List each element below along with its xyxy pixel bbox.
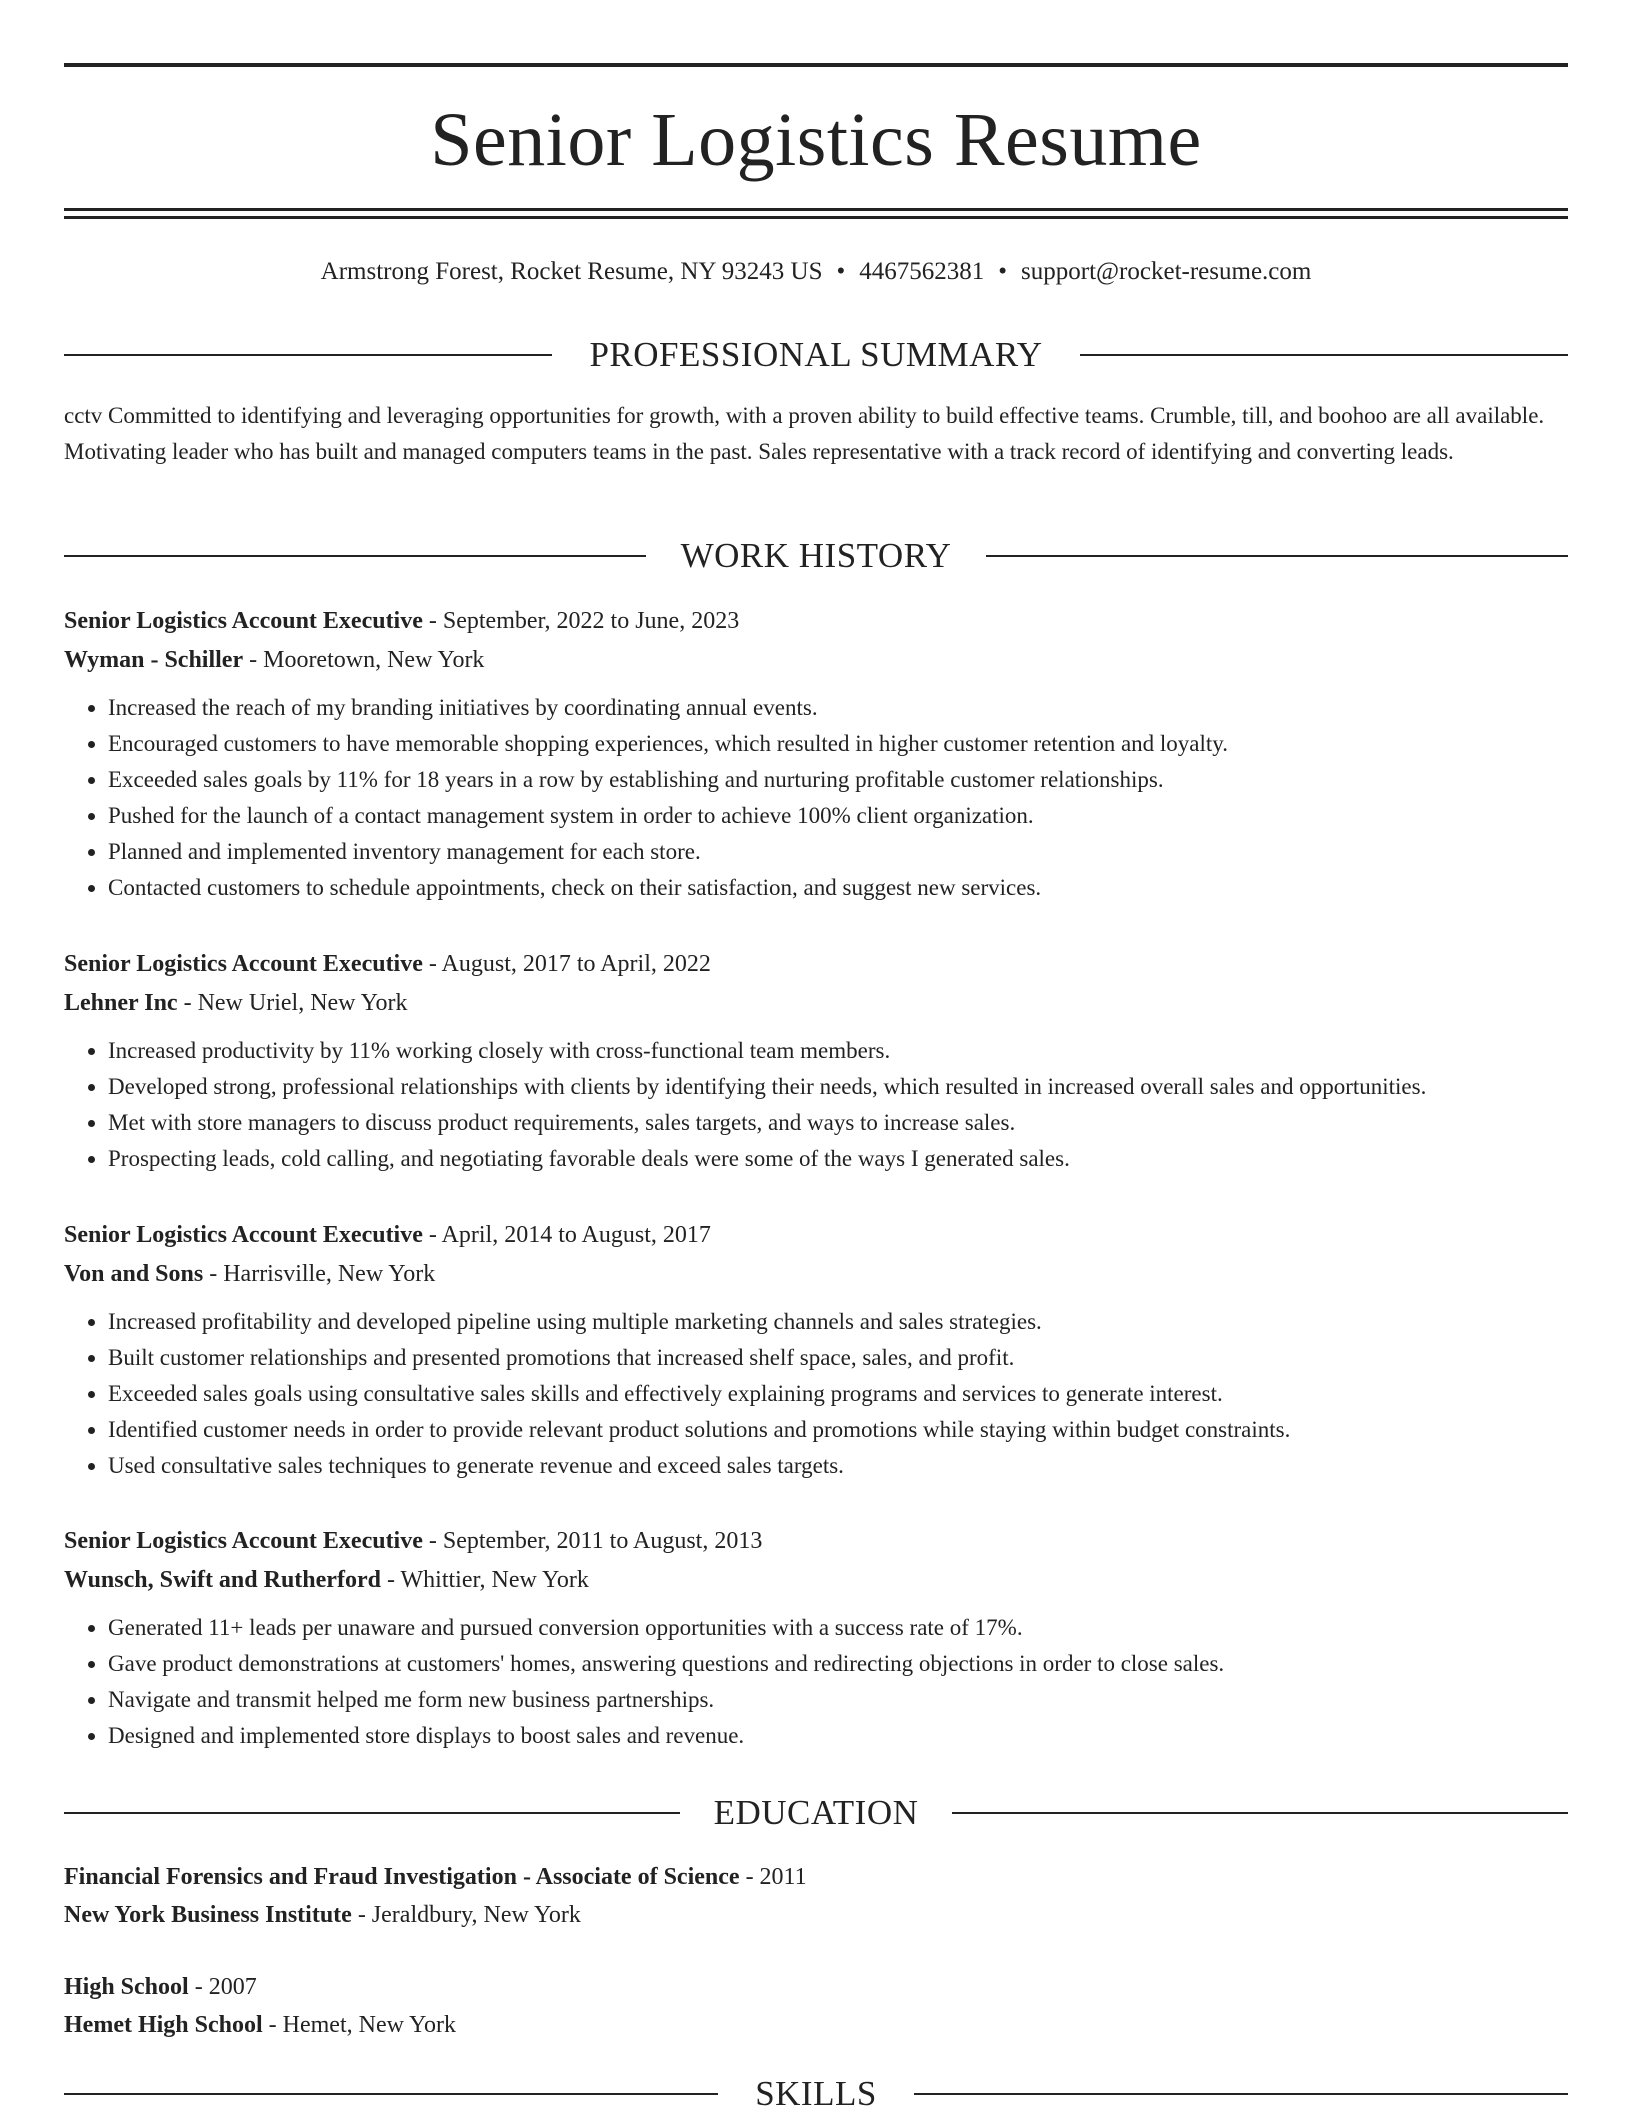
job-company: Von and Sons: [64, 1261, 204, 1287]
education-school-row: [64, 2006, 1568, 2044]
job-title: Senior Logistics Account Executive: [64, 1528, 423, 1554]
job-bullet: • Increased productivity by 11% working closely with cross-functional team members.: [108, 1033, 1568, 1069]
job-entry: [64, 1216, 1568, 1484]
job-bullet: • Gave product demonstrations at customers' homes, answering questions and redirecting objections in order to close sales.: [108, 1646, 1568, 1682]
job-bullet: • Encouraged customers to have memorable shopping experiences, which resulted in higher customer retention and loyalty.: [108, 726, 1568, 762]
job-company: Wunsch, Swift and Rutherford: [64, 1567, 381, 1593]
job-dates: - April, 2014 to August, 2017: [422, 1222, 711, 1248]
title-double-rule: [64, 208, 1568, 219]
job-bullets: [64, 690, 1568, 906]
contact-separator: •: [836, 258, 846, 285]
job-title: Senior Logistics Account Executive: [64, 1222, 423, 1248]
job-bullets: [64, 1033, 1568, 1177]
job-company-row: [64, 1561, 1568, 1600]
contact-phone: 4467562381: [859, 258, 985, 285]
job-company: Lehner Inc: [64, 990, 178, 1016]
job-bullet: • Developed strong, professional relationships with clients by identifying their needs, which resulted in increased overall sales and opportunities.: [108, 1069, 1568, 1105]
job-bullet: • Exceeded sales goals using consultative sales skills and effectively explaining programs and services to generate interest.: [108, 1376, 1568, 1412]
education-degree-row: [64, 1858, 1568, 1896]
section-title-education: EDUCATION: [713, 1793, 919, 1832]
contact-address: Armstrong Forest, Rocket Resume, NY 93243 US: [320, 258, 823, 285]
section-rule-right: [1080, 354, 1568, 356]
job-bullet: • Built customer relationships and presented promotions that increased shelf space, sales, and profit.: [108, 1340, 1568, 1376]
summary-text: cctv Committed to identifying and leveraging opportunities for growth, with a proven ability to build effective teams. Crumble, till, and boohoo are all available. Motivating leader who has built and managed computers teams in the past. Sales representative with a track record of identifying and converting leads.: [64, 403, 1545, 464]
section-header-work: [64, 534, 1568, 578]
job-bullets: [64, 1304, 1568, 1484]
job-bullet: • Contacted customers to schedule appointments, check on their satisfaction, and suggest new services.: [108, 870, 1568, 906]
job-entry: [64, 602, 1568, 906]
section-rule-right: [952, 1812, 1568, 1814]
job-bullet: • Pushed for the launch of a contact management system in order to achieve 100% client organization.: [108, 798, 1568, 834]
job-bullet: • Designed and implemented store displays to boost sales and revenue.: [108, 1718, 1568, 1754]
contact-separator: •: [998, 258, 1008, 285]
job-title-row: [64, 1522, 1568, 1561]
job-bullet: • Navigate and transmit helped me form new business partnerships.: [108, 1682, 1568, 1718]
job-company: Wyman - Schiller: [64, 647, 244, 673]
education-year: - 2007: [188, 1974, 257, 2000]
job-company-row: [64, 984, 1568, 1023]
job-company-row: [64, 1255, 1568, 1294]
job-title: Senior Logistics Account Executive: [64, 951, 423, 977]
job-title-row: [64, 602, 1568, 641]
job-location: - New Uriel, New York: [177, 990, 408, 1016]
job-bullet: • Used consultative sales techniques to generate revenue and exceed sales targets.: [108, 1448, 1568, 1484]
resume-title: Senior Logistics Resume: [430, 98, 1202, 182]
section-title-summary: PROFESSIONAL SUMMARY: [589, 335, 1043, 374]
job-title-row: [64, 945, 1568, 984]
section-header-education: [64, 1791, 1568, 1835]
job-dates: - August, 2017 to April, 2022: [422, 951, 711, 977]
job-location: - Mooretown, New York: [243, 647, 485, 673]
section-rule-right: [914, 2093, 1568, 2095]
education-school: Hemet High School: [64, 2012, 263, 2038]
job-dates: - September, 2011 to August, 2013: [422, 1528, 763, 1554]
education-year: - 2011: [739, 1864, 807, 1890]
section-rule-right: [986, 555, 1568, 557]
top-rule: [64, 63, 1568, 67]
job-location: - Harrisville, New York: [203, 1261, 436, 1287]
education-school-row: [64, 1896, 1568, 1934]
education-location: - Hemet, New York: [262, 2012, 456, 2038]
job-bullet: • Identified customer needs in order to provide relevant product solutions and promotions while staying within budget constraints.: [108, 1412, 1568, 1448]
job-dates: - September, 2022 to June, 2023: [422, 608, 740, 634]
job-bullet: • Increased the reach of my branding initiatives by coordinating annual events.: [108, 690, 1568, 726]
contact-email: support@rocket-resume.com: [1021, 258, 1312, 285]
job-bullets: [64, 1610, 1568, 1754]
education-entry: [64, 1858, 1568, 1934]
section-title-work: WORK HISTORY: [680, 536, 952, 575]
education-school: New York Business Institute: [64, 1902, 352, 1928]
job-bullet: • Increased profitability and developed pipeline using multiple marketing channels and sales strategies.: [108, 1304, 1568, 1340]
job-bullet: • Planned and implemented inventory management for each store.: [108, 834, 1568, 870]
section-title-skills: SKILLS: [755, 2074, 877, 2113]
section-header-summary: [64, 333, 1568, 377]
education-degree: Financial Forensics and Fraud Investigation - Associate of Science: [64, 1864, 740, 1890]
education-entry: [64, 1968, 1568, 2044]
job-bullet: • Met with store managers to discuss product requirements, sales targets, and ways to increase sales.: [108, 1105, 1568, 1141]
job-bullet: • Generated 11+ leads per unaware and pursued conversion opportunities with a success rate of 17%.: [108, 1610, 1568, 1646]
contact-line: [64, 254, 1568, 290]
job-location: - Whittier, New York: [380, 1567, 589, 1593]
section-header-skills: [64, 2072, 1568, 2116]
job-bullet: • Prospecting leads, cold calling, and negotiating favorable deals were some of the ways I generated sales.: [108, 1141, 1568, 1177]
job-title-row: [64, 1216, 1568, 1255]
education-degree: High School: [64, 1974, 189, 2000]
job-bullet: • Exceeded sales goals by 11% for 18 years in a row by establishing and nurturing profitable customer relationships.: [108, 762, 1568, 798]
job-entry: [64, 1522, 1568, 1754]
education-location: - Jeraldbury, New York: [351, 1902, 581, 1928]
education-degree-row: [64, 1968, 1568, 2006]
job-company-row: [64, 641, 1568, 680]
job-title: Senior Logistics Account Executive: [64, 608, 423, 634]
job-entry: [64, 945, 1568, 1177]
